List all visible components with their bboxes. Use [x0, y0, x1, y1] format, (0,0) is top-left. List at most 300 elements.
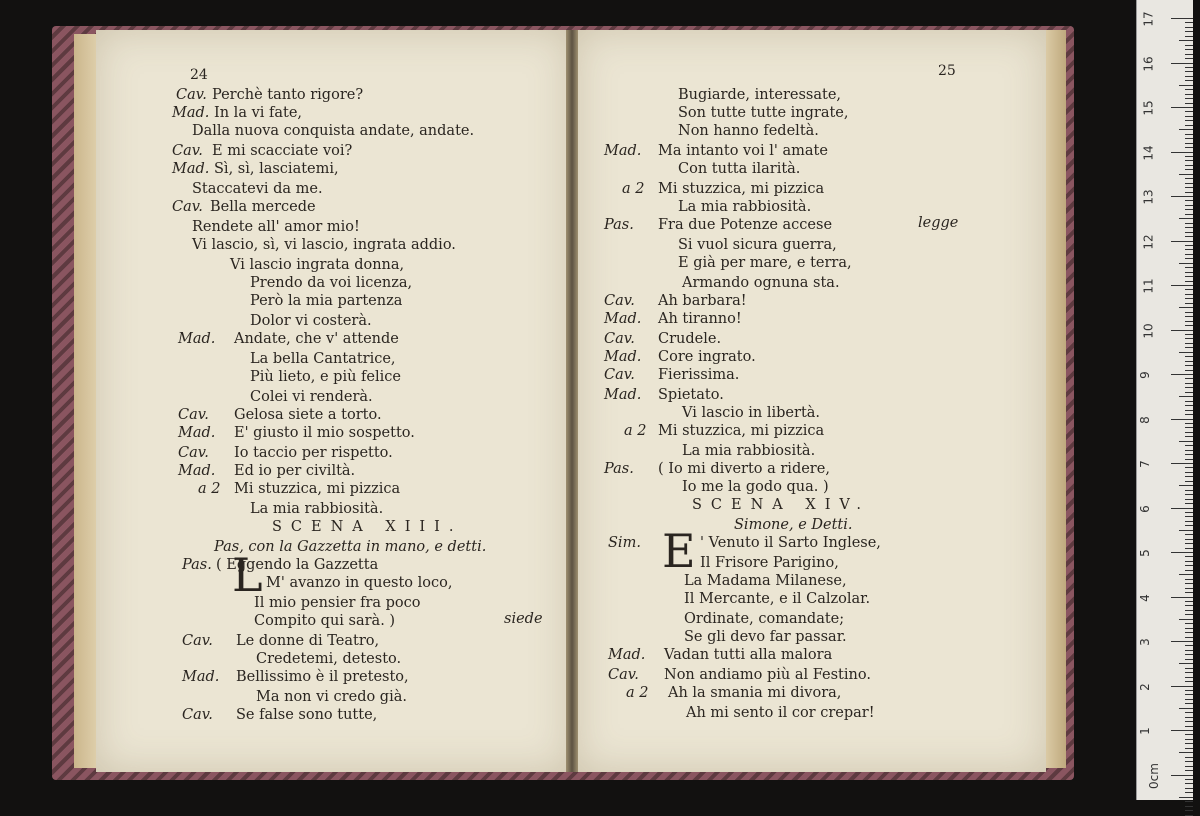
- ruler-tick: [1185, 249, 1193, 250]
- verse-line: E già per mare, e terra,: [678, 255, 852, 271]
- ruler-tick: [1185, 561, 1193, 562]
- speaker-label: Cav.: [178, 407, 209, 423]
- ruler-label: 7: [1137, 460, 1152, 468]
- verse-line: Io me la godo qua. ): [682, 479, 829, 495]
- ruler-tick: [1185, 49, 1193, 50]
- ruler-tick: [1185, 467, 1193, 468]
- ruler-label: 6: [1137, 504, 1152, 513]
- verse-line: Dolor vi costerà.: [250, 313, 372, 329]
- ruler-tick: [1185, 757, 1193, 758]
- verse-line: Fra due Potenze accese: [658, 217, 833, 233]
- ruler-tick: [1185, 739, 1193, 740]
- ruler-tick: [1185, 654, 1193, 655]
- ruler-tick: [1179, 619, 1193, 620]
- ruler-tick: [1185, 792, 1193, 793]
- ruler-tick: [1185, 579, 1193, 580]
- speaker-label: Mad.: [178, 331, 216, 347]
- ruler-tick: [1185, 726, 1193, 727]
- ruler-tick: [1185, 628, 1193, 629]
- ruler-tick: [1185, 423, 1193, 424]
- verse-line: Vadan tutti alla malora: [664, 647, 833, 663]
- speaker-label: Pas.: [604, 217, 634, 233]
- ruler-tick: [1185, 125, 1193, 126]
- verse-line: Bella mercede: [210, 199, 316, 215]
- ruler-tick: [1185, 58, 1193, 59]
- ruler-tick: [1185, 361, 1193, 362]
- ruler-tick: [1185, 436, 1193, 437]
- ruler-tick: [1185, 223, 1193, 224]
- ruler-tick: [1185, 22, 1193, 23]
- speaker-label: Mad.: [178, 425, 216, 441]
- ruler-tick: [1179, 307, 1193, 308]
- ruler-tick: [1185, 178, 1193, 179]
- ruler-tick: [1179, 441, 1193, 442]
- ruler-tick: [1185, 334, 1193, 335]
- ruler-label: 11: [1141, 278, 1156, 294]
- ruler-tick: [1185, 298, 1193, 299]
- verse-line: Io taccio per rispetto.: [234, 445, 393, 461]
- ruler-tick: [1185, 80, 1193, 81]
- ruler-tick: [1185, 694, 1193, 695]
- ruler-tick: [1185, 645, 1193, 646]
- verse-line: Vi lascio, sì, vi lascio, ingrata addio.: [192, 237, 456, 253]
- verse-line: Ah tiranno!: [658, 311, 742, 327]
- verse-line: E' giusto il mio sospetto.: [234, 425, 415, 441]
- verse-line: Pas, con la Gazzetta in mano, e detti.: [214, 539, 487, 555]
- ruler-tick: [1185, 588, 1193, 589]
- verse-line: Fierissima.: [658, 367, 740, 383]
- ruler-tick: [1171, 330, 1193, 331]
- verse-line: Bellissimo è il pretesto,: [236, 669, 409, 685]
- ruler-tick: [1185, 472, 1193, 473]
- ruler-tick: [1185, 111, 1193, 112]
- ruler-tick: [1185, 232, 1193, 233]
- ruler-tick: [1185, 721, 1193, 722]
- ruler-tick: [1185, 516, 1193, 517]
- ruler-tick: [1185, 761, 1193, 762]
- ruler-tick: [1185, 601, 1193, 602]
- speaker-label: a 2: [198, 481, 221, 497]
- ruler-tick: [1185, 743, 1193, 744]
- verse-line: Core ingrato.: [658, 349, 756, 365]
- verse-line: Ordinate, comandate;: [684, 611, 845, 627]
- ruler-tick: [1171, 597, 1193, 598]
- ruler-tick: [1185, 703, 1193, 704]
- ruler-tick: [1185, 548, 1193, 549]
- ruler-tick: [1185, 192, 1193, 193]
- verse-line: La mia rabbiosità.: [682, 443, 816, 459]
- ruler-tick: [1185, 160, 1193, 161]
- ruler-tick: [1179, 530, 1193, 531]
- verse-line: Ma intanto voi l' amate: [658, 143, 828, 159]
- ruler-tick: [1171, 641, 1193, 642]
- ruler-tick: [1185, 810, 1193, 811]
- ruler-tick: [1185, 681, 1193, 682]
- ruler-tick: [1179, 485, 1193, 486]
- verse-line: ' Venuto il Sarto Inglese,: [700, 535, 881, 551]
- ruler-tick: [1185, 227, 1193, 228]
- ruler-tick: [1185, 427, 1193, 428]
- ruler-tick: [1185, 54, 1193, 55]
- verse-line: Perchè tanto rigore?: [212, 87, 364, 103]
- ruler-label: 8: [1137, 415, 1152, 424]
- ruler-tick: [1185, 610, 1193, 611]
- ruler-label: 9: [1137, 371, 1152, 379]
- speaker-label: Mad.: [604, 387, 642, 403]
- ruler-label: 12: [1141, 233, 1156, 250]
- ruler-tick: [1185, 165, 1193, 166]
- ruler-tick: [1185, 209, 1193, 210]
- ruler-tick: [1185, 712, 1193, 713]
- ruler-tick: [1185, 36, 1193, 37]
- verse-line: Le donne di Teatro,: [236, 633, 380, 649]
- ruler-tick: [1185, 387, 1193, 388]
- ruler-tick: [1171, 508, 1193, 509]
- ruler-tick: [1185, 378, 1193, 379]
- verse-line: Mi stuzzica, mi pizzica: [658, 423, 825, 439]
- ruler-label: 13: [1141, 189, 1156, 205]
- speaker-label: Mad.: [604, 311, 642, 327]
- ruler-tick: [1171, 419, 1193, 420]
- ruler-tick: [1185, 476, 1193, 477]
- ruler-tick: [1185, 521, 1193, 522]
- ruler-tick: [1185, 623, 1193, 624]
- ruler-tick: [1185, 668, 1193, 669]
- ruler-tick: [1185, 45, 1193, 46]
- ruler-tick: [1185, 392, 1193, 393]
- ruler-tick: [1185, 503, 1193, 504]
- verse-line: Prendo da voi licenza,: [250, 275, 413, 291]
- ruler-tick: [1179, 129, 1193, 130]
- drop-cap-left: L: [232, 548, 263, 602]
- verse-line: Armando ognuna sta.: [682, 275, 840, 291]
- speaker-label: Cav.: [178, 445, 209, 461]
- ruler-tick: [1185, 565, 1193, 566]
- speaker-label: Cav.: [172, 143, 203, 159]
- ruler-tick: [1185, 325, 1193, 326]
- verse-line: Non hanno fedeltà.: [678, 123, 819, 139]
- ruler-tick: [1185, 347, 1193, 348]
- verse-line: In la vi fate,: [214, 105, 303, 121]
- ruler-tick: [1185, 583, 1193, 584]
- ruler-tick: [1185, 169, 1193, 170]
- speaker-label: Cav.: [176, 87, 207, 103]
- speaker-label: a 2: [622, 181, 645, 197]
- verse-line: Ah mi sento il cor crepar!: [686, 705, 875, 721]
- ruler-tick: [1185, 770, 1193, 771]
- ruler-tick: [1185, 699, 1193, 700]
- speaker-label: Cav.: [172, 199, 203, 215]
- speaker-label: Mad.: [172, 105, 210, 121]
- ruler-tick: [1185, 614, 1193, 615]
- ruler-tick: [1185, 512, 1193, 513]
- ruler-tick: [1171, 686, 1193, 687]
- verse-line: Credetemi, detesto.: [256, 651, 402, 667]
- speaker-label: Mad.: [182, 669, 220, 685]
- verse-line: Rendete all' amor mio!: [192, 219, 360, 235]
- speaker-label: Mad.: [604, 143, 642, 159]
- ruler-tick: [1185, 365, 1193, 366]
- verse-line: Ed io per civiltà.: [234, 463, 356, 479]
- ruler-tick: [1185, 276, 1193, 277]
- ruler-label: 10: [1141, 322, 1156, 339]
- verse-line: Sì, sì, lasciatemi,: [214, 161, 339, 177]
- ruler-tick: [1185, 71, 1193, 72]
- ruler-tick: [1185, 410, 1193, 411]
- ruler-tick: [1179, 263, 1193, 264]
- verse-line: ( Io mi diverto a ridere,: [658, 461, 830, 477]
- speaker-label: Cav.: [182, 707, 213, 723]
- speaker-label: Mad.: [172, 161, 210, 177]
- ruler-tick: [1171, 552, 1193, 553]
- verse-line: Simone, e Detti.: [734, 517, 853, 533]
- ruler-tick: [1185, 316, 1193, 317]
- ruler-tick: [1185, 89, 1193, 90]
- stage-direction-right: legge: [918, 215, 959, 231]
- verse-line: La Madama Milanese,: [684, 573, 847, 589]
- verse-line: Son tutte tutte ingrate,: [678, 105, 849, 121]
- ruler-tick: [1179, 352, 1193, 353]
- ruler-tick: [1185, 120, 1193, 121]
- ruler-tick: [1185, 459, 1193, 460]
- verse-line: Vi lascio ingrata donna,: [230, 257, 405, 273]
- ruler-tick: [1185, 672, 1193, 673]
- ruler-tick: [1185, 187, 1193, 188]
- ruler-tick: [1185, 183, 1193, 184]
- measuring-ruler: [1136, 0, 1193, 800]
- ruler-tick: [1185, 445, 1193, 446]
- ruler-label: 15: [1141, 100, 1156, 116]
- verse-line: SCENA XIV.: [692, 497, 870, 513]
- verse-line: Però la mia partenza: [250, 293, 403, 309]
- speaker-label: Mad.: [604, 349, 642, 365]
- ruler-tick: [1171, 374, 1193, 375]
- verse-line: Ah barbara!: [658, 293, 747, 309]
- ruler-tick: [1185, 116, 1193, 117]
- verse-line: La mia rabbiosità.: [250, 501, 384, 517]
- ruler-tick: [1185, 717, 1193, 718]
- ruler-tick: [1185, 289, 1193, 290]
- ruler-label: 4: [1137, 593, 1152, 602]
- ruler-tick: [1185, 67, 1193, 68]
- speaker-label: Mad.: [178, 463, 216, 479]
- ruler-tick: [1185, 370, 1193, 371]
- ruler-label: 3: [1137, 638, 1152, 646]
- ruler-tick: [1185, 690, 1193, 691]
- ruler-tick: [1171, 152, 1193, 153]
- verse-line: Gelosa siete a torto.: [234, 407, 382, 423]
- verse-line: Il Mercante, e il Calzolar.: [684, 591, 871, 607]
- left-page-number: 24: [190, 67, 208, 83]
- right-page-number: 25: [938, 63, 956, 79]
- speaker-label: Cav.: [604, 293, 635, 309]
- ruler-tick: [1185, 490, 1193, 491]
- ruler-tick: [1185, 432, 1193, 433]
- ruler-tick: [1185, 494, 1193, 495]
- ruler-tick: [1185, 27, 1193, 28]
- verse-line: E mi scacciate voi?: [212, 143, 353, 159]
- verse-line: La bella Cantatrice,: [250, 351, 396, 367]
- ruler-tick: [1185, 356, 1193, 357]
- verse-line: Non andiamo più al Festino.: [664, 667, 871, 683]
- ruler-tick: [1185, 543, 1193, 544]
- ruler-tick: [1185, 272, 1193, 273]
- ruler-tick: [1185, 343, 1193, 344]
- verse-line: Colei vi renderà.: [250, 389, 373, 405]
- ruler-tick: [1185, 481, 1193, 482]
- ruler-tick: [1185, 788, 1193, 789]
- verse-line: Crudele.: [658, 331, 722, 347]
- book-gutter: [566, 30, 578, 772]
- verse-line: Se gli devo far passar.: [684, 629, 847, 645]
- speaker-label: Cav.: [604, 367, 635, 383]
- ruler-tick: [1171, 285, 1193, 286]
- verse-line: Il Frisore Parigino,: [700, 555, 839, 571]
- ruler-label: 5: [1137, 549, 1152, 557]
- speaker-label: Mad.: [608, 647, 646, 663]
- ruler-tick: [1185, 76, 1193, 77]
- ruler-tick: [1185, 401, 1193, 402]
- verse-line: Ma non vi credo già.: [256, 689, 407, 705]
- speaker-label: Cav.: [608, 667, 639, 683]
- ruler-tick: [1185, 138, 1193, 139]
- ruler-tick: [1179, 797, 1193, 798]
- ruler-tick: [1185, 321, 1193, 322]
- speaker-label: Cav.: [604, 331, 635, 347]
- ruler-tick: [1179, 174, 1193, 175]
- ruler-tick: [1185, 801, 1193, 802]
- ruler-tick: [1171, 730, 1193, 731]
- ruler-tick: [1185, 748, 1193, 749]
- ruler-tick: [1171, 196, 1193, 197]
- ruler-tick: [1185, 134, 1193, 135]
- ruler-tick: [1185, 312, 1193, 313]
- ruler-tick: [1185, 303, 1193, 304]
- ruler-tick: [1185, 650, 1193, 651]
- verse-line: Staccatevi da me.: [192, 181, 323, 197]
- speaker-label: Sim.: [608, 535, 641, 551]
- verse-line: Andate, che v' attende: [234, 331, 399, 347]
- ruler-tick: [1185, 450, 1193, 451]
- ruler-tick: [1185, 659, 1193, 660]
- ruler-label: 16: [1141, 55, 1156, 72]
- ruler-tick: [1185, 143, 1193, 144]
- ruler-label: 17: [1141, 11, 1156, 27]
- verse-line: Il mio pensier fra poco: [254, 595, 421, 611]
- ruler-tick: [1179, 218, 1193, 219]
- drop-cap-right: E: [662, 524, 696, 578]
- ruler-label: 0cm: [1146, 762, 1161, 789]
- ruler-tick: [1185, 525, 1193, 526]
- ruler-tick: [1185, 258, 1193, 259]
- ruler-tick: [1185, 815, 1193, 816]
- ruler-tick: [1185, 570, 1193, 571]
- ruler-tick: [1185, 156, 1193, 157]
- ruler-tick: [1185, 779, 1193, 780]
- ruler-tick: [1185, 766, 1193, 767]
- verse-line: Si vuol sicura guerra,: [678, 237, 837, 253]
- speaker-label: Pas.: [604, 461, 634, 477]
- verse-line: Mi stuzzica, mi pizzica: [234, 481, 401, 497]
- ruler-tick: [1185, 592, 1193, 593]
- ruler-tick: [1179, 708, 1193, 709]
- ruler-tick: [1179, 574, 1193, 575]
- ruler-tick: [1185, 214, 1193, 215]
- ruler-tick: [1185, 147, 1193, 148]
- verse-line: Con tutta ilarità.: [678, 161, 801, 177]
- ruler-tick: [1171, 63, 1193, 64]
- ruler-tick: [1185, 637, 1193, 638]
- ruler-tick: [1185, 414, 1193, 415]
- verse-line: M' avanzo in questo loco,: [266, 575, 453, 591]
- verse-line: ( Eggendo la Gazzetta: [216, 557, 379, 573]
- verse-line: Più lieto, e più felice: [250, 369, 401, 385]
- ruler-tick: [1171, 241, 1193, 242]
- ruler-tick: [1185, 632, 1193, 633]
- verse-line: SCENA XIII.: [272, 519, 463, 535]
- ruler-tick: [1185, 267, 1193, 268]
- verse-line: Se false sono tutte,: [236, 707, 378, 723]
- verse-line: Compito qui sarà. ): [254, 613, 396, 629]
- speaker-label: Cav.: [182, 633, 213, 649]
- ruler-tick: [1185, 338, 1193, 339]
- ruler-tick: [1185, 539, 1193, 540]
- ruler-tick: [1179, 396, 1193, 397]
- verse-line: La mia rabbiosità.: [678, 199, 812, 215]
- ruler-tick: [1185, 605, 1193, 606]
- ruler-tick: [1185, 236, 1193, 237]
- ruler-tick: [1179, 85, 1193, 86]
- verse-line: Vi lascio in libertà.: [682, 405, 821, 421]
- ruler-tick: [1171, 18, 1193, 19]
- ruler-tick: [1185, 677, 1193, 678]
- ruler-tick: [1185, 98, 1193, 99]
- ruler-tick: [1185, 734, 1193, 735]
- ruler-label: 1: [1137, 727, 1152, 735]
- verse-line: Bugiarde, interessate,: [678, 87, 842, 103]
- ruler-tick: [1185, 383, 1193, 384]
- ruler-tick: [1185, 31, 1193, 32]
- ruler-tick: [1171, 463, 1193, 464]
- ruler-tick: [1185, 200, 1193, 201]
- ruler-tick: [1171, 775, 1193, 776]
- speaker-label: a 2: [624, 423, 647, 439]
- ruler-tick: [1179, 752, 1193, 753]
- ruler-tick: [1185, 534, 1193, 535]
- ruler-tick: [1185, 254, 1193, 255]
- ruler-tick: [1185, 281, 1193, 282]
- ruler-label: 14: [1141, 144, 1156, 161]
- ruler-tick: [1185, 454, 1193, 455]
- ruler-tick: [1179, 663, 1193, 664]
- speaker-label: Pas.: [182, 557, 212, 573]
- ruler-tick: [1185, 499, 1193, 500]
- ruler-tick: [1185, 245, 1193, 246]
- ruler-tick: [1185, 806, 1193, 807]
- ruler-tick: [1171, 107, 1193, 108]
- ruler-tick: [1185, 556, 1193, 557]
- verse-line: Dalla nuova conquista andate, andate.: [192, 123, 475, 139]
- stage-direction-left: siede: [504, 611, 543, 627]
- ruler-tick: [1185, 405, 1193, 406]
- ruler-tick: [1185, 103, 1193, 104]
- verse-line: Ah la smania mi divora,: [668, 685, 842, 701]
- verse-line: Spietato.: [658, 387, 724, 403]
- speaker-label: a 2: [626, 685, 649, 701]
- ruler-tick: [1185, 783, 1193, 784]
- ruler-tick: [1179, 40, 1193, 41]
- verse-line: Mi stuzzica, mi pizzica: [658, 181, 825, 197]
